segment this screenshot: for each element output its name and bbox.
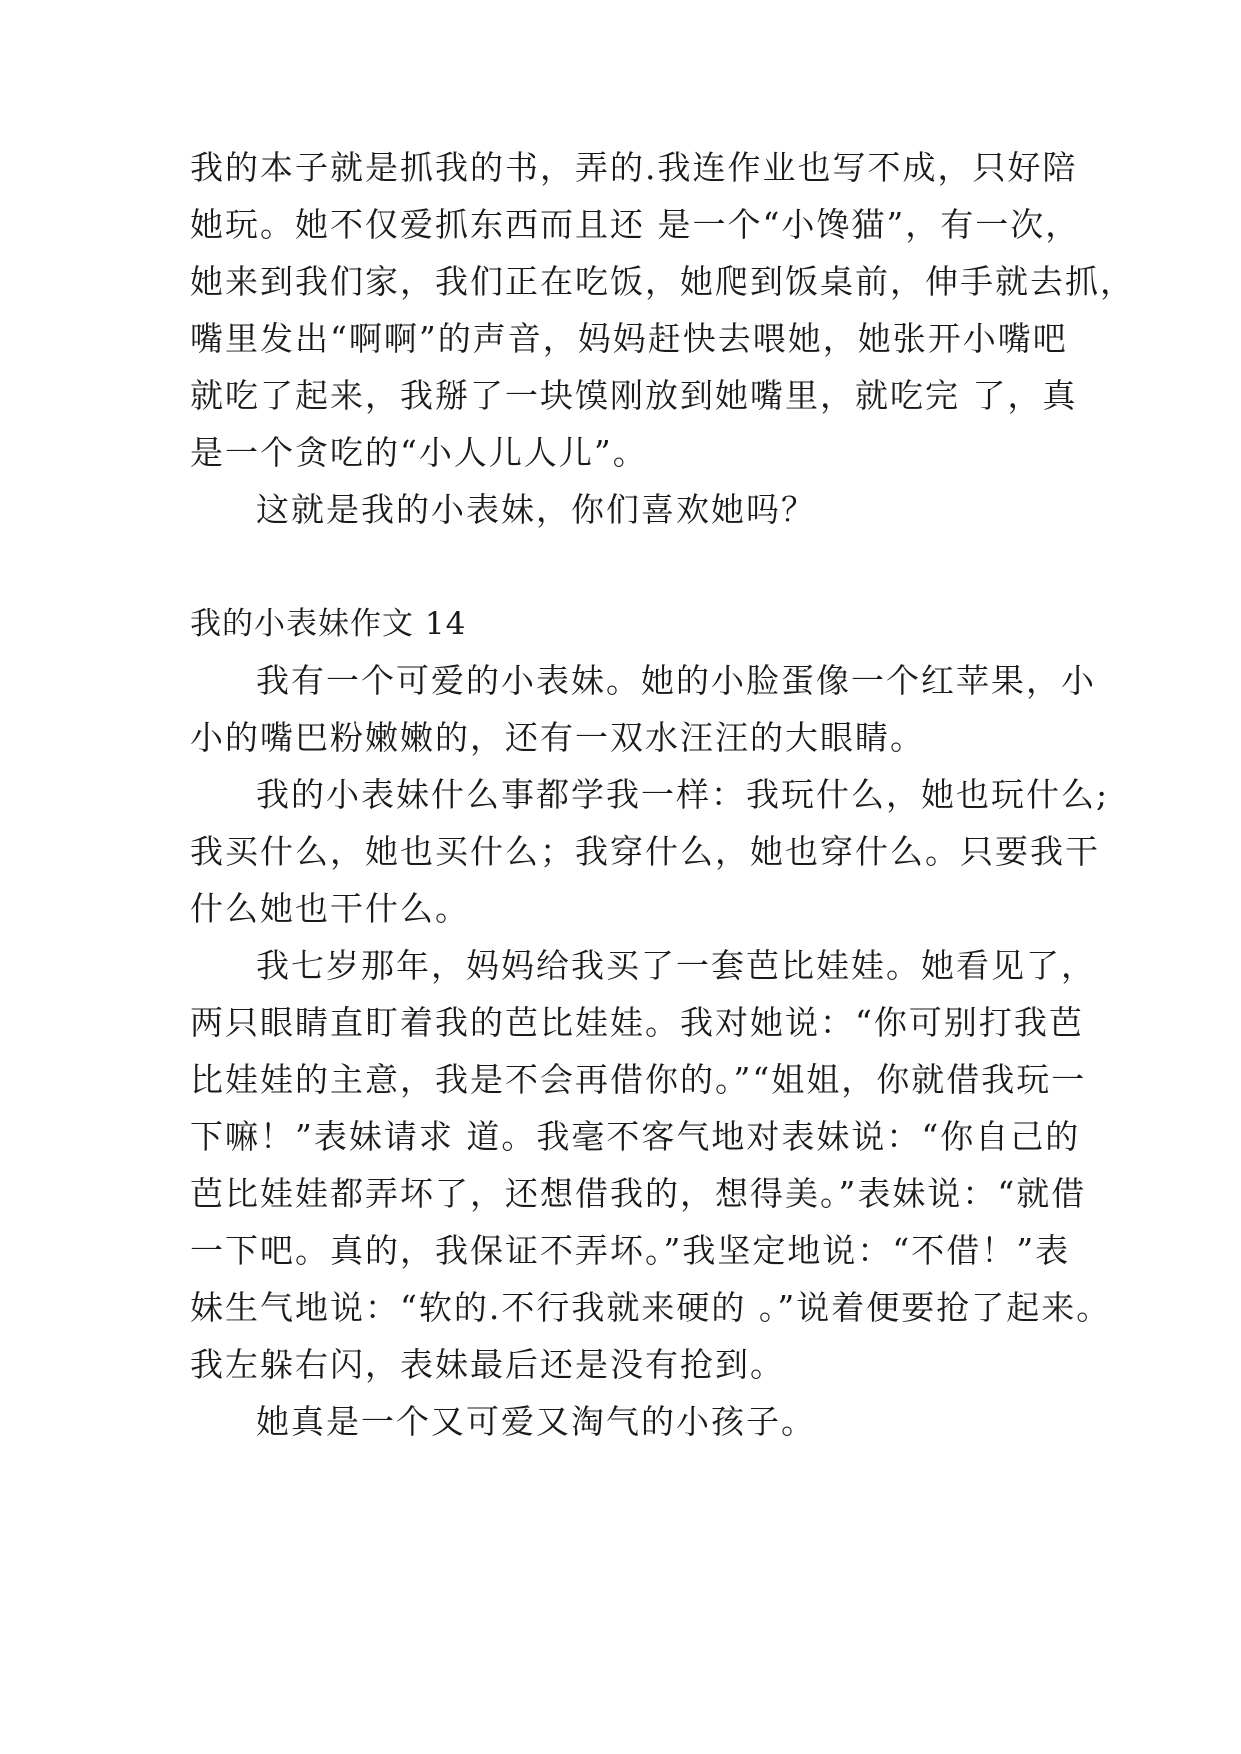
text-line-13: 什么她也干什么。 xyxy=(190,889,470,928)
text-line-9: 我有一个可爱的小表妹。她的小脸蛋像一个红苹果，小 xyxy=(256,661,1096,700)
text-line-5: 就吃了起来，我掰了一块馍刚放到她嘴里，就吃完 了，真 xyxy=(190,376,1078,415)
text-line-7: 这就是我的小表妹，你们喜欢她吗？ xyxy=(256,490,816,529)
text-line-17: 下嘛！”表妹请求 道。我毫不客气地对表妹说：“你自己的 xyxy=(190,1117,1081,1156)
text-line-16: 比娃娃的主意，我是不会再借你的。”“姐姐，你就借我玩一 xyxy=(190,1060,1087,1099)
text-line-4: 嘴里发出“啊啊”的声音，妈妈赶快去喂她，她张开小嘴吧 xyxy=(190,319,1068,358)
text-line-18: 芭比娃娃都弄坏了，还想借我的，想得美。”表妹说：“就借 xyxy=(190,1174,1087,1213)
text-line-3: 她来到我们家，我们正在吃饭，她爬到饭桌前，伸手就去抓， xyxy=(190,262,1135,301)
text-line-2: 她玩。她不仅爱抓东西而且还 是一个“小馋猫”，有一次， xyxy=(190,205,1081,244)
section-heading: 我的小表妹作文 14 xyxy=(190,606,467,642)
text-line-19: 一下吧。真的，我保证不弄坏。”我坚定地说：“不借！”表 xyxy=(190,1231,1071,1270)
text-line-15: 两只眼睛直盯着我的芭比娃娃。我对她说：“你可别打我芭 xyxy=(190,1003,1084,1042)
text-line-6: 是一个贪吃的“小人儿人儿”。 xyxy=(190,433,648,472)
text-line-12: 我买什么，她也买什么；我穿什么，她也穿什么。只要我干 xyxy=(190,832,1100,871)
text-line-14: 我七岁那年，妈妈给我买了一套芭比娃娃。她看见了， xyxy=(256,946,1096,985)
text-line-21: 我左躲右闪，表妹最后还是没有抢到。 xyxy=(190,1345,785,1384)
text-line-1: 我的本子就是抓我的书，弄的.我连作业也写不成，只好陪 xyxy=(190,148,1078,187)
text-line-20: 妹生气地说：“软的.不行我就来硬的 。”说着便要抢了起来。 xyxy=(190,1288,1112,1327)
text-line-22: 她真是一个又可爱又淘气的小孩子。 xyxy=(256,1402,816,1441)
text-line-10: 小的嘴巴粉嫩嫩的，还有一双水汪汪的大眼睛。 xyxy=(190,718,925,757)
text-line-11: 我的小表妹什么事都学我一样：我玩什么，她也玩什么; xyxy=(256,775,1110,814)
